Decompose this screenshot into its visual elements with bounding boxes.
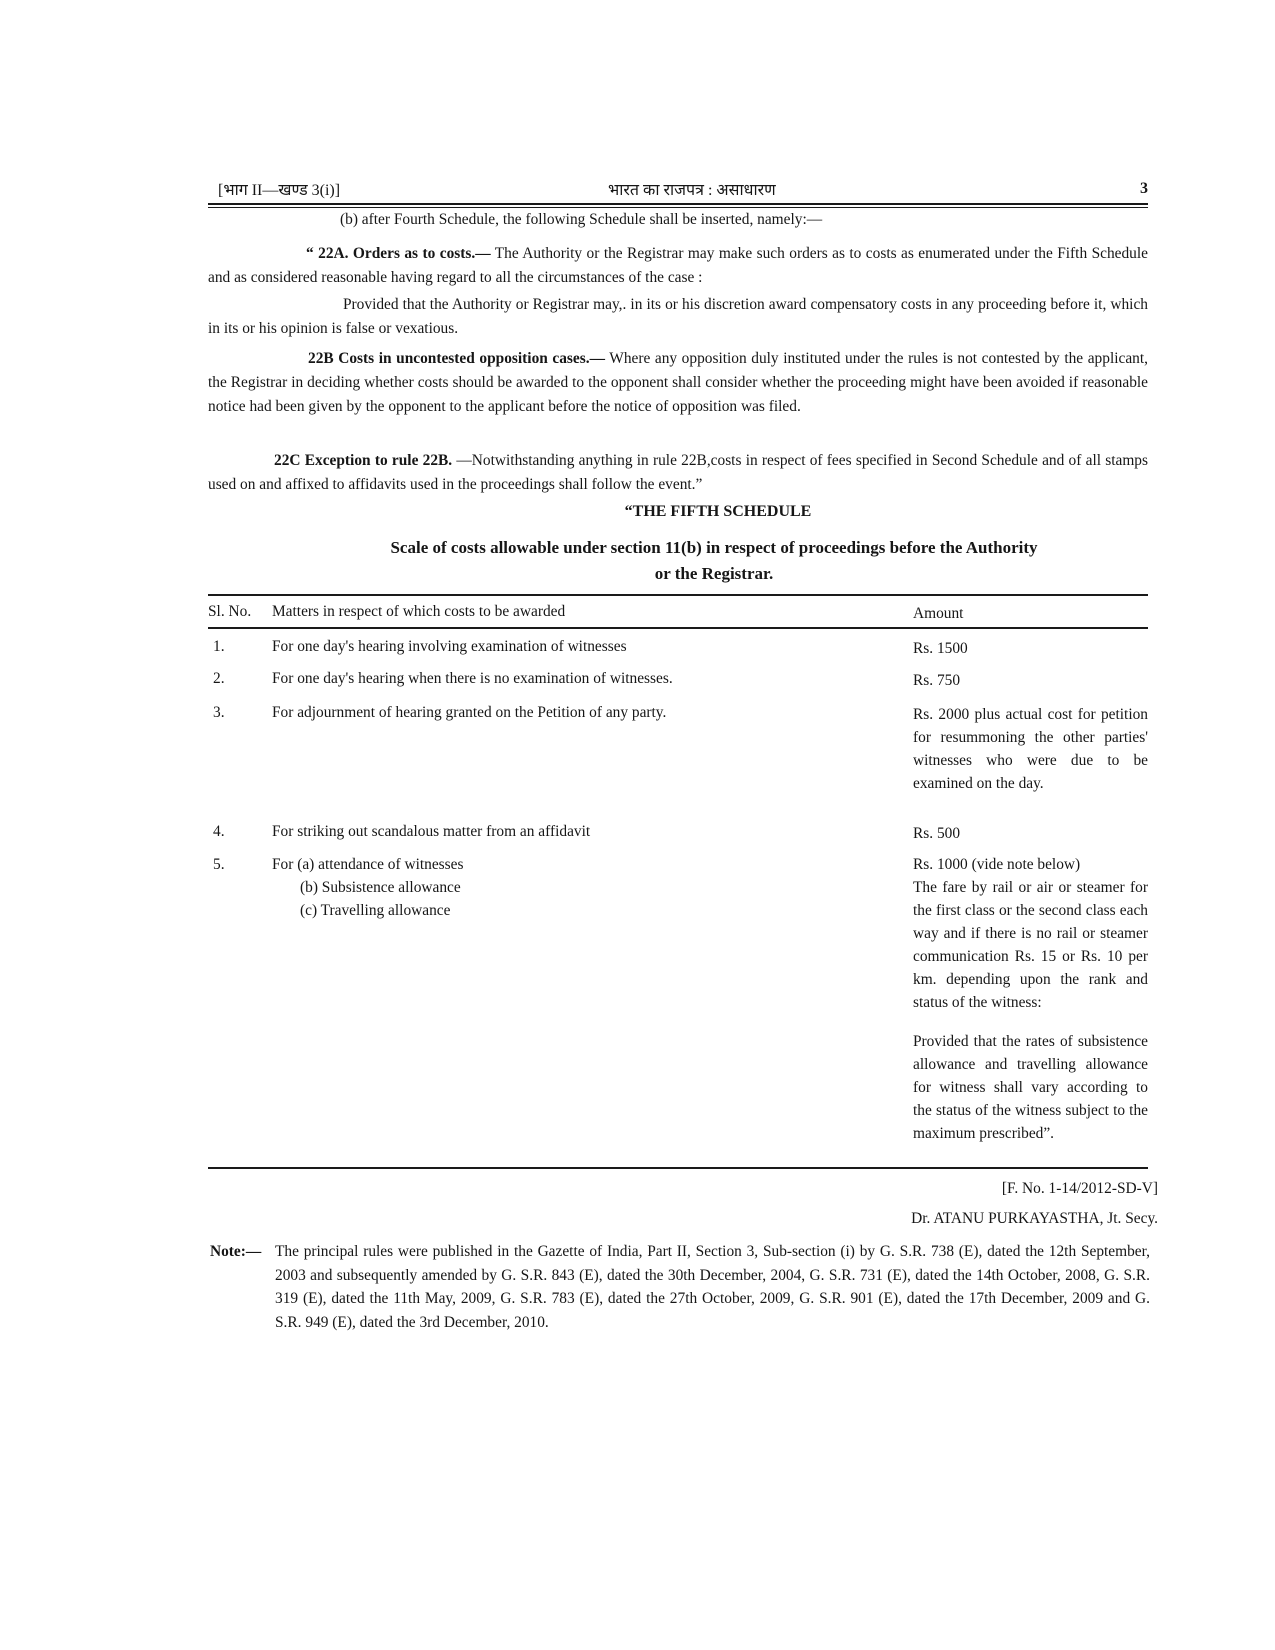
row-1-slno: 1. bbox=[213, 638, 225, 655]
row-2-slno: 2. bbox=[213, 670, 225, 687]
rule-22c-heading: 22C Exception to rule 22B. bbox=[274, 452, 453, 469]
rule-22b-heading: 22B Costs in uncontested opposition cases.— bbox=[308, 350, 605, 367]
schedule-subtitle-line1: Scale of costs allowable under section 11(b) in respect of proceedings before the Authority bbox=[390, 538, 1038, 557]
running-header bbox=[218, 178, 1148, 202]
table-header-rule bbox=[208, 627, 1148, 629]
schedule-subtitle-line2: or the Registrar. bbox=[654, 564, 774, 583]
row-5-amount-bc: The fare by rail or air or steamer for the first class or the second class each way and if there is no rail or steamer communication Rs. 15 or Rs. 10 per km. depending upon the rank and status of the witness: bbox=[913, 879, 1148, 1011]
row-4-matter: For striking out scandalous matter from an affidavit bbox=[272, 823, 591, 840]
row-1-matter: For one day's hearing involving examination of witnesses bbox=[272, 638, 627, 655]
rule-22a-paragraph bbox=[208, 242, 1148, 290]
row-5-matter-b: (b) Subsistence allowance bbox=[300, 879, 461, 896]
column-header-amount: Amount bbox=[913, 605, 964, 622]
row-5-slno: 5. bbox=[213, 856, 225, 873]
row-4-amount: Rs. 500 bbox=[913, 825, 961, 842]
file-number: [F. No. 1-14/2012-SD-V] bbox=[1001, 1180, 1158, 1197]
header-part-section: [भाग II—खण्ड 3(i)] bbox=[218, 182, 341, 199]
row-2-amount: Rs. 750 bbox=[913, 672, 961, 689]
header-rule-top bbox=[208, 203, 1148, 205]
row-3-slno: 3. bbox=[213, 704, 225, 721]
column-header-slno: Sl. No. bbox=[208, 603, 252, 620]
row-2-matter: For one day's hearing when there is no examination of witnesses. bbox=[272, 670, 673, 687]
intro-paragraph: (b) after Fourth Schedule, the following Schedule shall be inserted, namely:— bbox=[340, 211, 823, 228]
row-5-amount-proviso: Provided that the rates of subsistence allowance and travelling allowance for witness shall vary according to the status of the witness subject to the maximum prescribed”. bbox=[913, 1033, 1148, 1142]
row-5-amount-a: Rs. 1000 (vide note below) bbox=[913, 856, 1081, 873]
header-gazette-title: भारत का राजपत्र : असाधारण bbox=[608, 182, 776, 199]
row-3-amount: Rs. 2000 plus actual cost for petition for resummoning the other parties' witnesses who were due to be examined on the day. bbox=[913, 706, 1148, 792]
column-header-matters: Matters in respect of which costs to be awarded bbox=[272, 603, 566, 620]
schedule-title: “THE FIFTH SCHEDULE bbox=[624, 503, 812, 520]
row-5-matter-a: For (a) attendance of witnesses bbox=[272, 856, 464, 873]
rule-22b-paragraph bbox=[208, 347, 1148, 419]
table-top-rule bbox=[208, 594, 1148, 596]
row-5-matter-c: (c) Travelling allowance bbox=[300, 902, 451, 919]
footnote-text: The principal rules were published in the Gazette of India, Part II, Section 3, Sub-section (i) by G. S.R. 738 (E), dated the 12th September, 2003 and subsequently amended by G. S.R. 843 (E), dated the 30th December, 2004, G. S.R. 731 (E), dated the 14th October, 2008, G. S.R. 319 (E), dated the 11th May, 2009, G. S.R. 783 (E), dated the 27th October, 2009, G. S.R. 901 (E), dated the 17th December, 2009 and G. S.R. 949 (E), dated the 3rd December, 2010. bbox=[275, 1243, 1150, 1331]
header-page-number: 3 bbox=[1140, 180, 1148, 197]
rule-22b-text: Where any opposition duly instituted under the rules is not contested by the applicant, the Registrar in deciding whether costs should be awarded to the opponent shall consider whether the proceeding might have been avoided if reasonable notice had been given by the opponent to the applicant before the notice of opposition was filed. bbox=[208, 350, 1148, 415]
rule-22a-proviso: Provided that the Authority or Registrar may,. in its or his discretion award compensatory costs in any proceeding before it, which in its or his opinion is false or vexatious. bbox=[208, 296, 1148, 337]
table-bottom-rule bbox=[208, 1167, 1148, 1169]
row-3-matter: For adjournment of hearing granted on the Petition of any party. bbox=[272, 704, 667, 721]
rule-22a-text: The Authority or the Registrar may make such orders as to costs as enumerated under the Fifth Schedule and as considered reasonable having regard to all the circumstances of the case : bbox=[208, 245, 1148, 286]
signatory: Dr. ATANU PURKAYASTHA, Jt. Secy. bbox=[911, 1210, 1158, 1227]
rule-22c-text: —Notwithstanding anything in rule 22B,costs in respect of fees specified in Second Schedule and of all stamps used on and affixed to affidavits used in the proceedings shall follow the event.” bbox=[208, 452, 1148, 493]
rule-22a-heading: “ 22A. Orders as to costs.— bbox=[306, 245, 491, 262]
footnote-label: Note:— bbox=[210, 1243, 262, 1260]
row-1-amount: Rs. 1500 bbox=[913, 640, 968, 657]
row-4-slno: 4. bbox=[213, 823, 225, 840]
rule-22c-paragraph bbox=[208, 449, 1148, 497]
